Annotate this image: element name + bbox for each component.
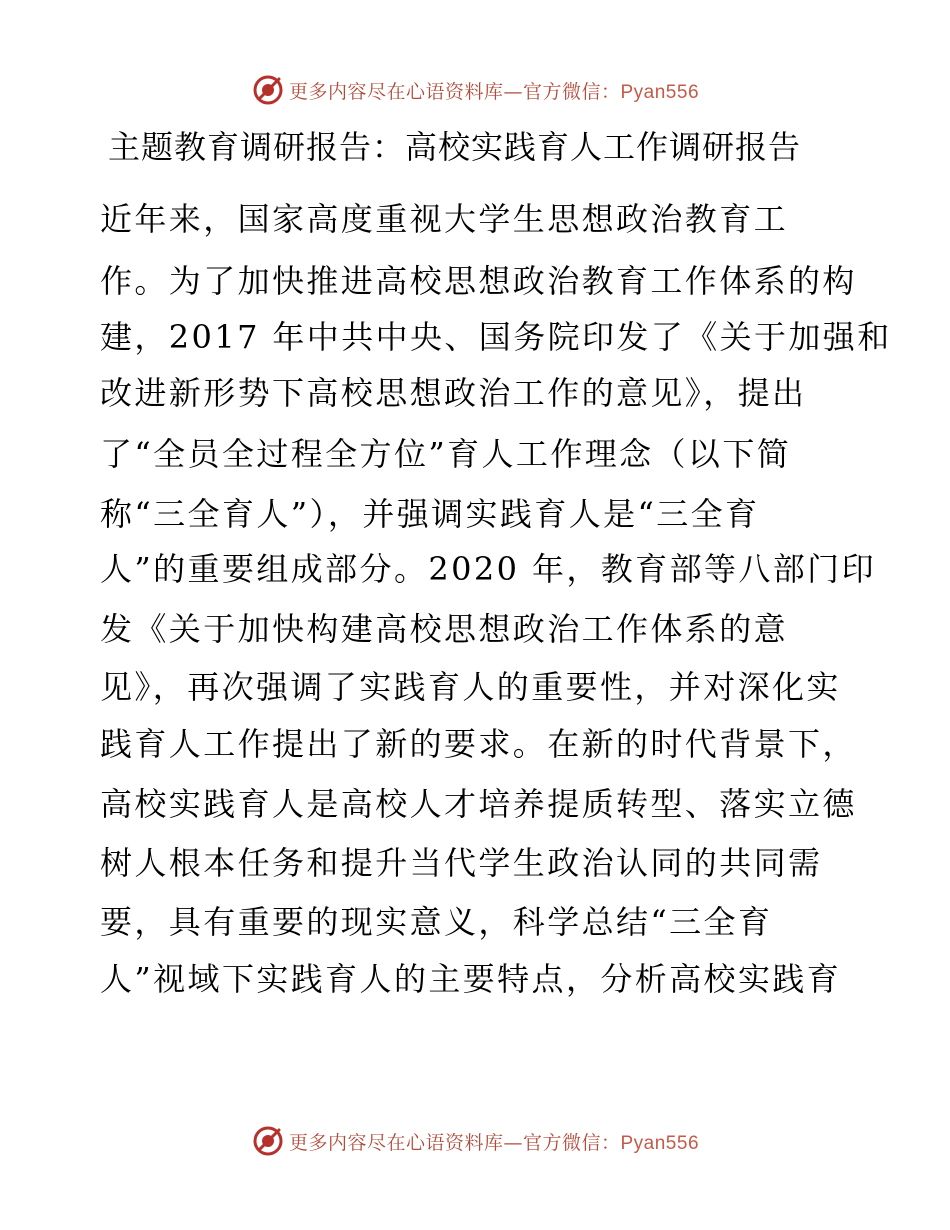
body-line: 树人根本任务和提升当代学生政治认同的共同需 xyxy=(100,844,823,882)
body-line: 建，2017 年中共中央、国务院印发了《关于加强和 xyxy=(100,318,892,356)
watermark-wechat-id: Pyan556 xyxy=(620,1132,700,1154)
brand-logo-icon xyxy=(251,73,285,107)
body-line: 了“全员全过程全方位”育人工作理念（以下简 xyxy=(100,435,792,473)
watermark-text xyxy=(289,1128,699,1155)
brand-logo-icon xyxy=(251,1124,285,1158)
body-line: 发《关于加快构建高校思想政治工作体系的意 xyxy=(100,610,789,648)
footer-watermark xyxy=(0,1121,950,1161)
header-watermark xyxy=(0,70,950,110)
body-line: 近年来，国家高度重视大学生思想政治教育工 xyxy=(100,200,789,238)
body-line: 人”的重要组成部分。2020 年，教育部等八部门印 xyxy=(100,550,876,588)
watermark-text xyxy=(289,77,699,104)
document-title: 主题教育调研报告：高校实践育人工作调研报告 xyxy=(108,128,802,166)
body-line: 改进新形势下高校思想政治工作的意见》，提出 xyxy=(100,374,807,412)
body-line: 作。为了加快推进高校思想政治教育工作体系的构 xyxy=(100,262,857,300)
body-line: 见》，再次强调了实践育人的重要性，并对深化实 xyxy=(100,668,841,706)
body-line: 高校实践育人是高校人才培养提质转型、落实立德 xyxy=(100,785,857,823)
body-line: 称“三全育人”），并强调实践育人是“三全育 xyxy=(100,495,760,533)
watermark-wechat-id: Pyan556 xyxy=(620,81,700,103)
body-line: 人”视域下实践育人的主要特点，分析高校实践育 xyxy=(100,960,842,998)
body-line: 要，具有重要的现实意义，科学总结“三全育 xyxy=(100,903,773,941)
watermark-text-cn: 更多内容尽在心语资料库—官方微信： xyxy=(288,80,621,103)
body-line: 践育人工作提出了新的要求。在新的时代背景下， xyxy=(100,725,857,763)
watermark-text-cn: 更多内容尽在心语资料库—官方微信： xyxy=(288,1131,621,1154)
